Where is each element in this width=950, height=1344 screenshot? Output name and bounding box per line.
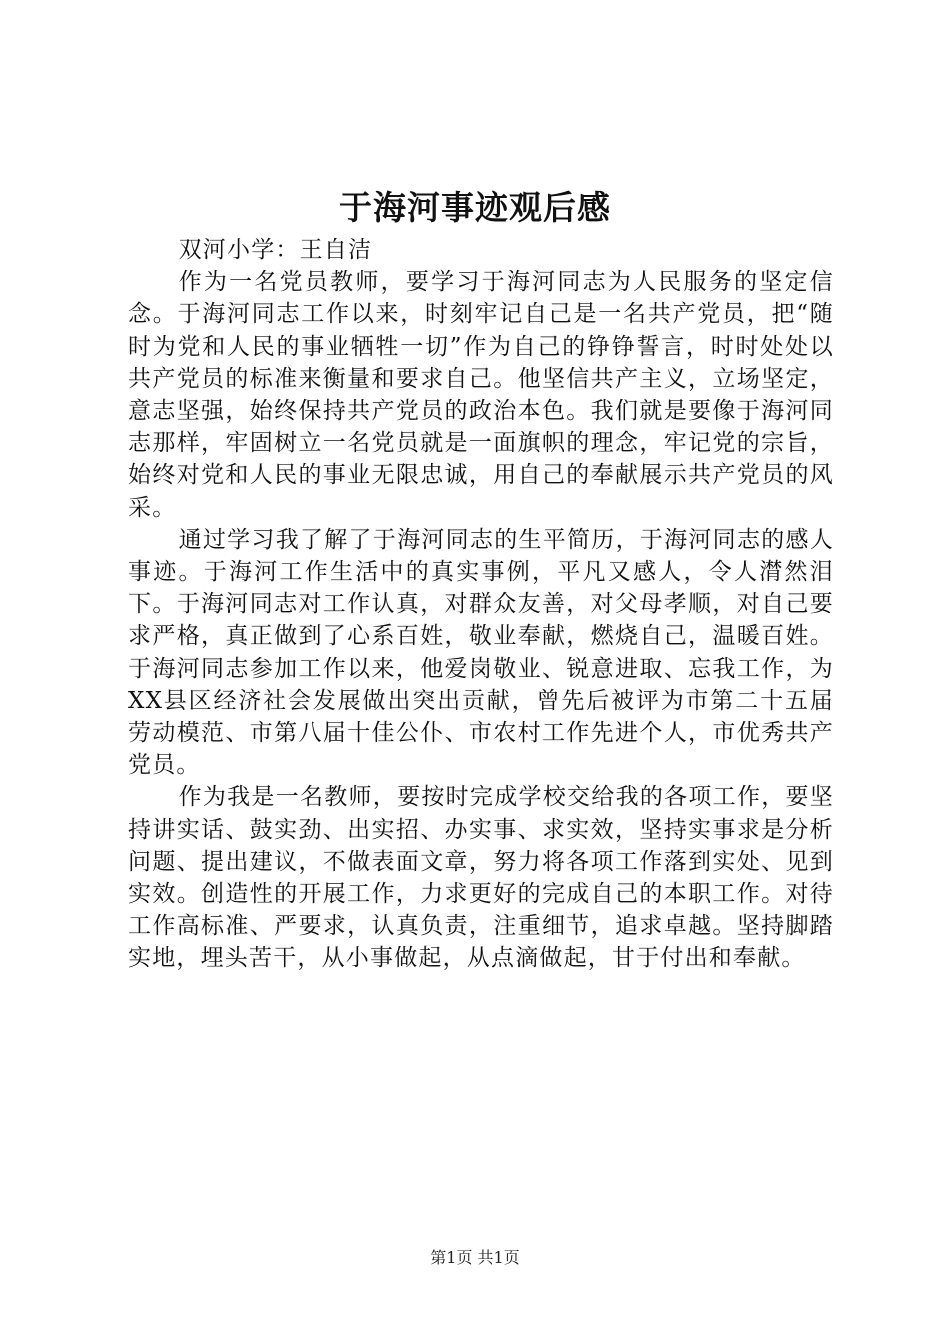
document-title: 于海河事迹观后感 <box>339 188 611 227</box>
author-line: 双河小学：王自洁 <box>178 237 373 263</box>
document-body <box>128 234 834 975</box>
page-footer: 第1页 共1页 <box>430 1248 520 1267</box>
paragraph: 通过学习我了解了于海河同志的生平简历，于海河同志的感人事迹。于海河工作生活中的真实事例，平凡又感人，令人潸然泪下。于海河同志对工作认真，对群众友善，对父母孝顺，对自己要求严格，真正做到了心系百姓，敬业奉献，燃烧自己，温暖百姓。于海河同志参加工作以来，他爱岗敬业、锐意进取、忘我工作，为XX县区经济社会发展做出突出贡献，曾先后被评为市第二十五届劳动模范、市第八届十佳公仆、市农村工作先进个人，市优秀共产党员。 <box>128 526 834 779</box>
paragraph: 作为我是一名教师，要按时完成学校交给我的各项工作，要坚持讲实话、鼓实劲、出实招、办实事、求实效，坚持实事求是分析问题、提出建议，不做表面文章，努力将各项工作落到实处、见到实效。创造性的开展工作，力求更好的完成自己的本职工作。对待工作高标准、严要求，认真负责，注重细节，追求卓越。坚持脚踏实地，埋头苦干，从小事做起，从点滴做起，甘于付出和奉献。 <box>128 784 834 972</box>
paragraph: 作为一名党员教师，要学习于海河同志为人民服务的坚定信念。于海河同志工作以来，时刻牢记自己是一名共产党员，把“随时为党和人民的事业牺牲一切”作为自己的铮铮誓言，时时处处以共产党员的标准来衡量和要求自己。他坚信共产主义，立场坚定，意志坚强，始终保持共产党员的政治本色。我们就是要像于海河同志那样，牢固树立一名党员就是一面旗帜的理念，牢记党的宗旨，始终对党和人民的事业无限忠诚，用自己的奉献展示共产党员的风采。 <box>128 269 834 521</box>
